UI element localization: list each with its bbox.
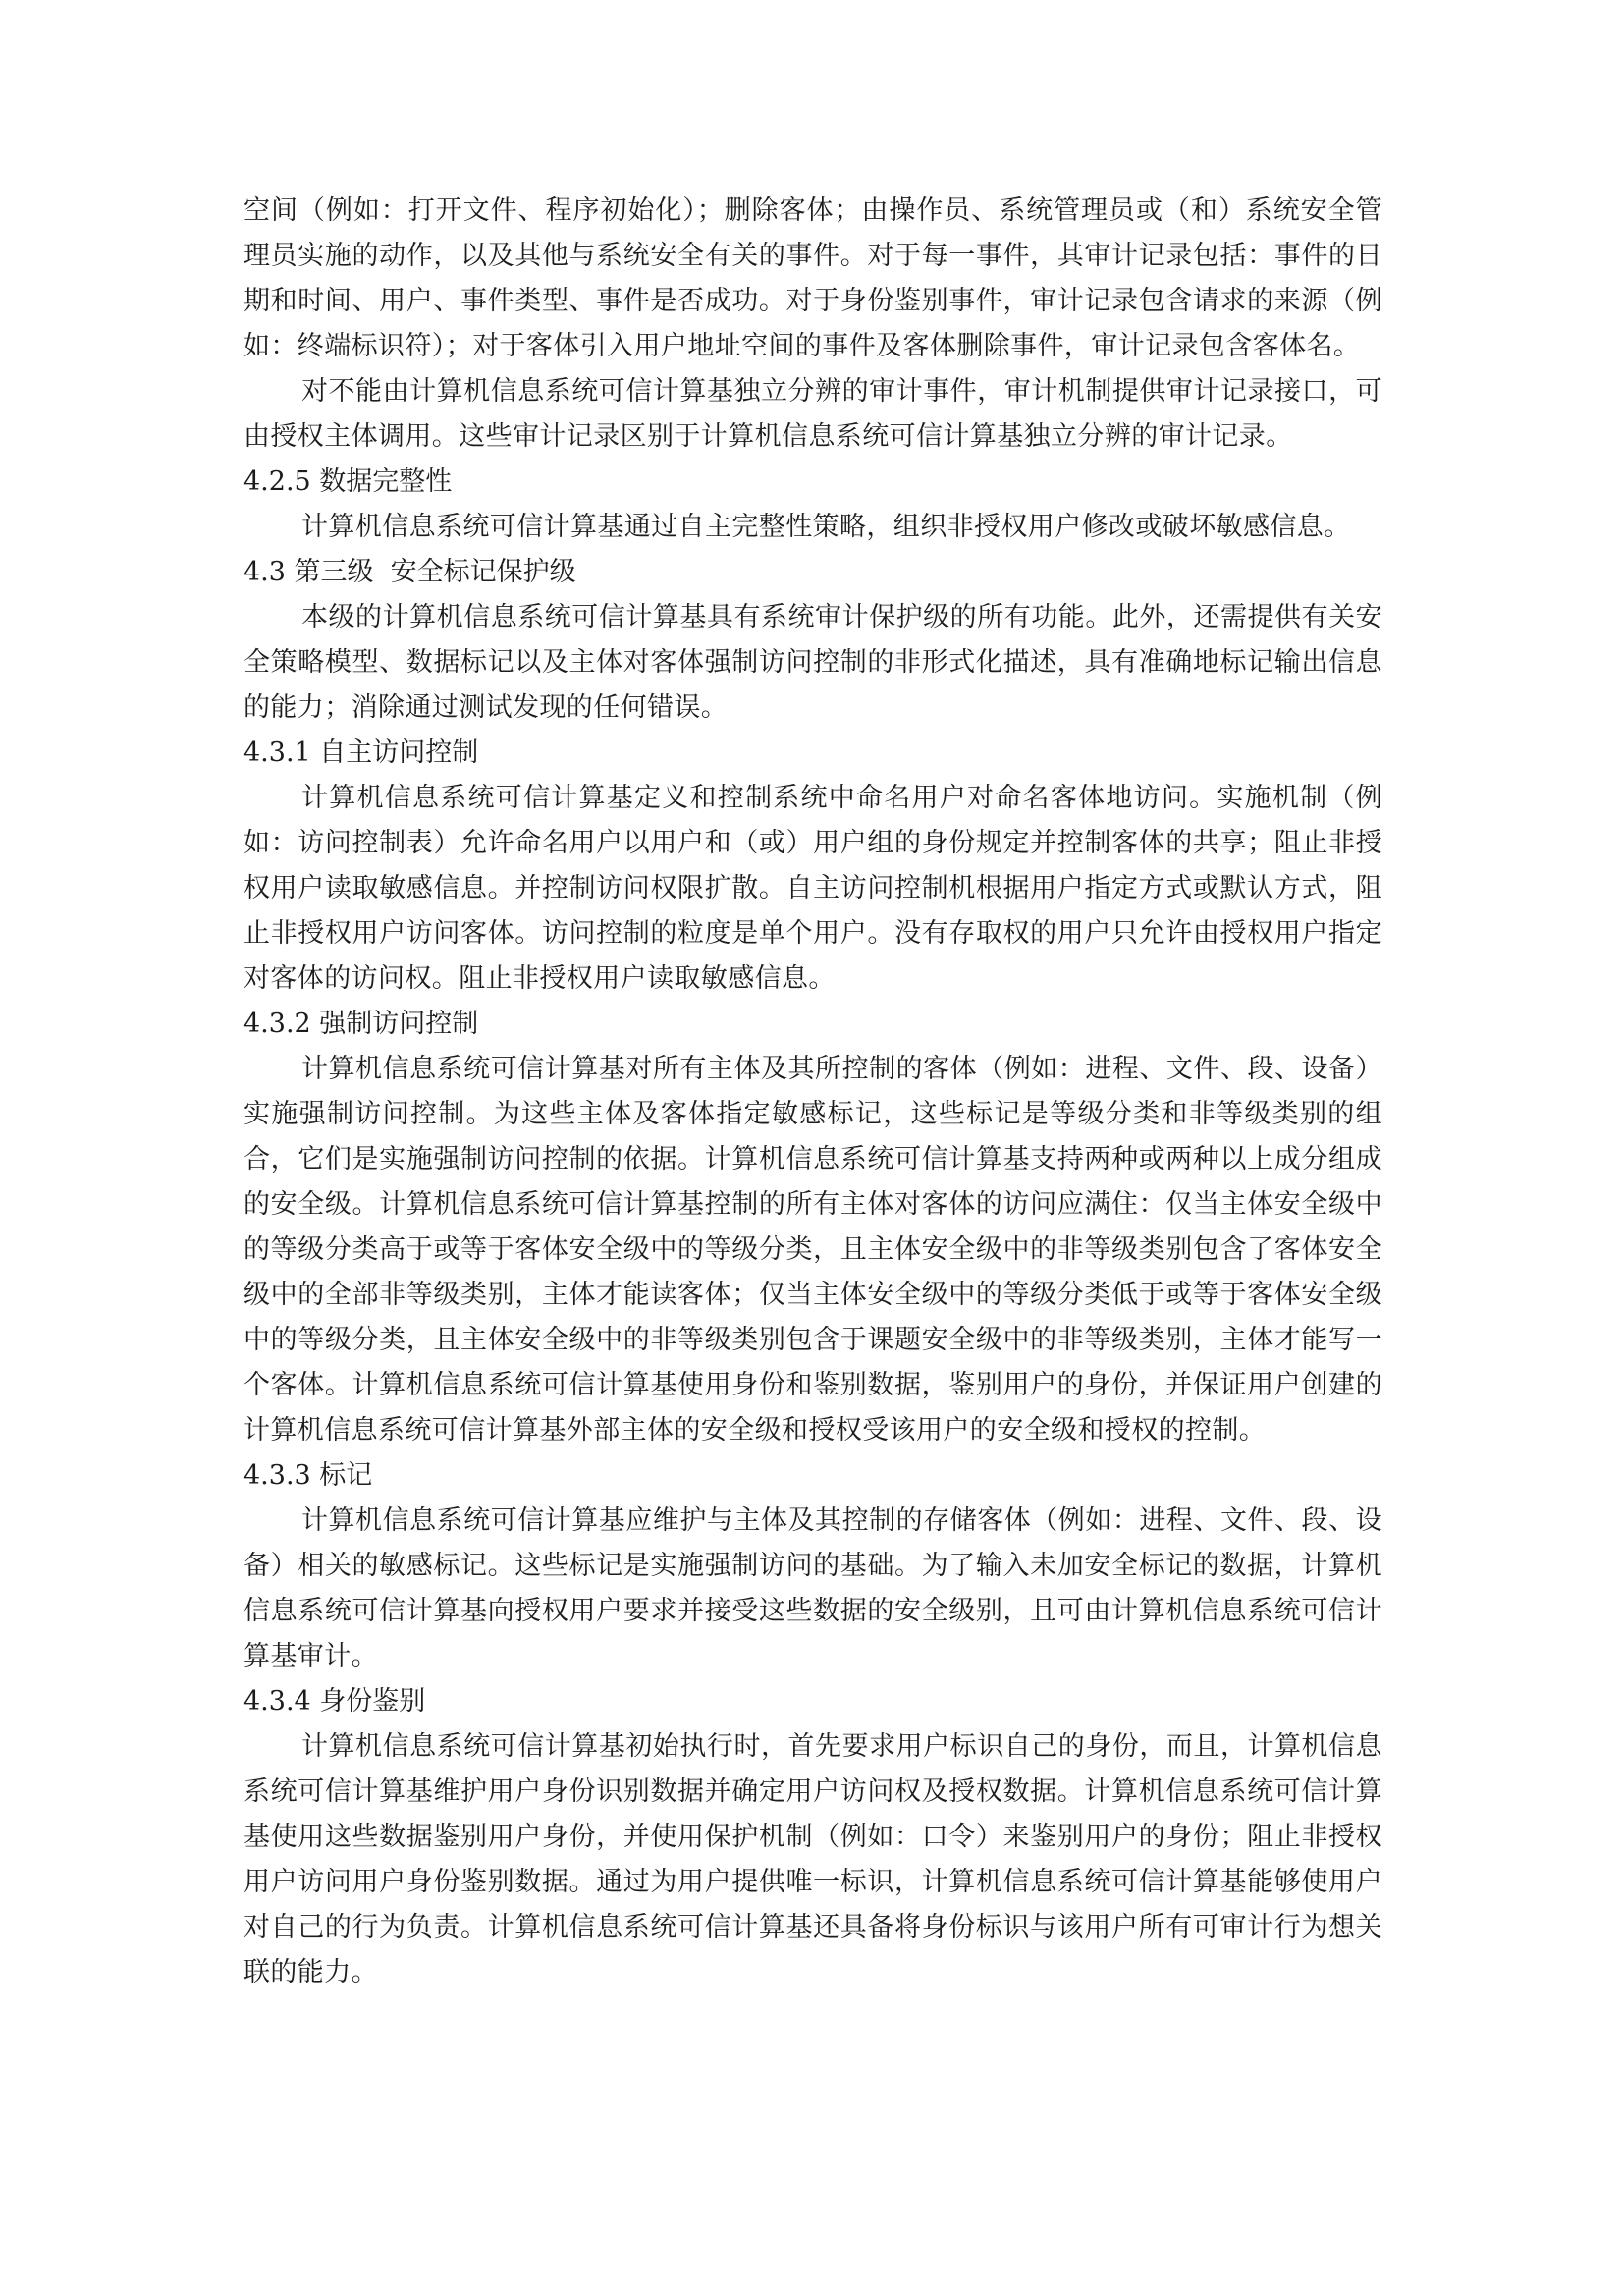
heading-4-3-4: 4.3.4 身份鉴别 [243,1686,426,1717]
heading-4-3-3: 4.3.3 标记 [243,1460,373,1491]
paragraph-level-three-intro: 本级的计算机信息系统可信计算基具有系统审计保护级的所有功能。此外，还需提供有关安全策略模型、数据标记以及主体对客体强制访问控制的非形式化描述，具有准确地标记输出信息的能力；消除通过测试发现的任何错误。 [243,602,1382,723]
document-page [243,189,1382,1995]
heading-4-3-2: 4.3.2 强制访问控制 [243,1009,479,1039]
paragraph-audit-record-continuation: 空间（例如：打开文件、程序初始化）；删除客体；由操作员、系统管理员或（和）系统安全管理员实施的动作，以及其他与系统安全有关的事件。对于每一事件，其审计记录包括：事件的日期和时间、用户、事件类型、事件是否成功。对于身份鉴别事件，审计记录包含请求的来源（例如：终端标识符）；对于客体引入用户地址空间的事件及客体删除事件，审计记录包含客体名。 [243,195,1382,361]
paragraph-discretionary-access: 计算机信息系统可信计算基定义和控制系统中命名用户对命名客体地访问。实施机制（例如：访问控制表）允许命名用户以用户和（或）用户组的身份规定并控制客体的共享；阻止非授权用户读取敏感信息。并控制访问权限扩散。自主访问控制机根据用户指定方式或默认方式，阻止非授权用户访问客体。访问控制的粒度是单个用户。没有存取权的用户只允许由授权用户指定对客体的访问权。阻止非授权用户读取敏感信息。 [243,783,1382,994]
paragraph-data-integrity: 计算机信息系统可信计算基通过自主完整性策略，组织非授权用户修改或破坏敏感信息。 [301,512,1351,542]
heading-4-3-1: 4.3.1 自主访问控制 [243,738,479,768]
paragraph-labels: 计算机信息系统可信计算基应维护与主体及其控制的存储客体（例如：进程、文件、段、设备）相关的敏感标记。这些标记是实施强制访问的基础。为了输入未加安全标记的数据，计算机信息系统可信计算基向授权用户要求并接受这些数据的安全级别，且可由计算机信息系统可信计算基审计。 [243,1505,1382,1671]
heading-4-3: 4.3 第三级 安全标记保护级 [243,557,576,587]
heading-4-2-5: 4.2.5 数据完整性 [243,466,453,497]
paragraph-audit-interface: 对不能由计算机信息系统可信计算基独立分辨的审计事件，审计机制提供审计记录接口，可由授权主体调用。这些审计记录区别于计算机信息系统可信计算基独立分辨的审计记录。 [243,376,1382,452]
paragraph-identification: 计算机信息系统可信计算基初始执行时，首先要求用户标识自己的身份，而且，计算机信息系统可信计算基维护用户身份识别数据并确定用户访问权及授权数据。计算机信息系统可信计算基使用这些数据鉴别用户身份，并使用保护机制（例如：口令）来鉴别用户的身份；阻止非授权用户访问用户身份鉴别数据。通过为用户提供唯一标识，计算机信息系统可信计算基能够使用户对自己的行为负责。计算机信息系统可信计算基还具备将身份标识与该用户所有可审计行为想关联的能力。 [243,1731,1382,1988]
paragraph-mandatory-access: 计算机信息系统可信计算基对所有主体及其所控制的客体（例如：进程、文件、段、设备）实施强制访问控制。为这些主体及客体指定敏感标记，这些标记是等级分类和非等级类别的组合，它们是实施强制访问控制的依据。计算机信息系统可信计算基支持两种或两种以上成分组成的安全级。计算机信息系统可信计算基控制的所有主体对客体的访问应满住：仅当主体安全级中的等级分类高于或等于客体安全级中的等级分类，且主体安全级中的非等级类别包含了客体安全级中的全部非等级类别，主体才能读客体；仅当主体安全级中的等级分类低于或等于客体安全级中的等级分类，且主体安全级中的非等级类别包含于课题安全级中的非等级类别，主体才能写一个客体。计算机信息系统可信计算基使用身份和鉴别数据，鉴别用户的身份，并保证用户创建的计算机信息系统可信计算基外部主体的安全级和授权受该用户的安全级和授权的控制。 [243,1054,1382,1446]
